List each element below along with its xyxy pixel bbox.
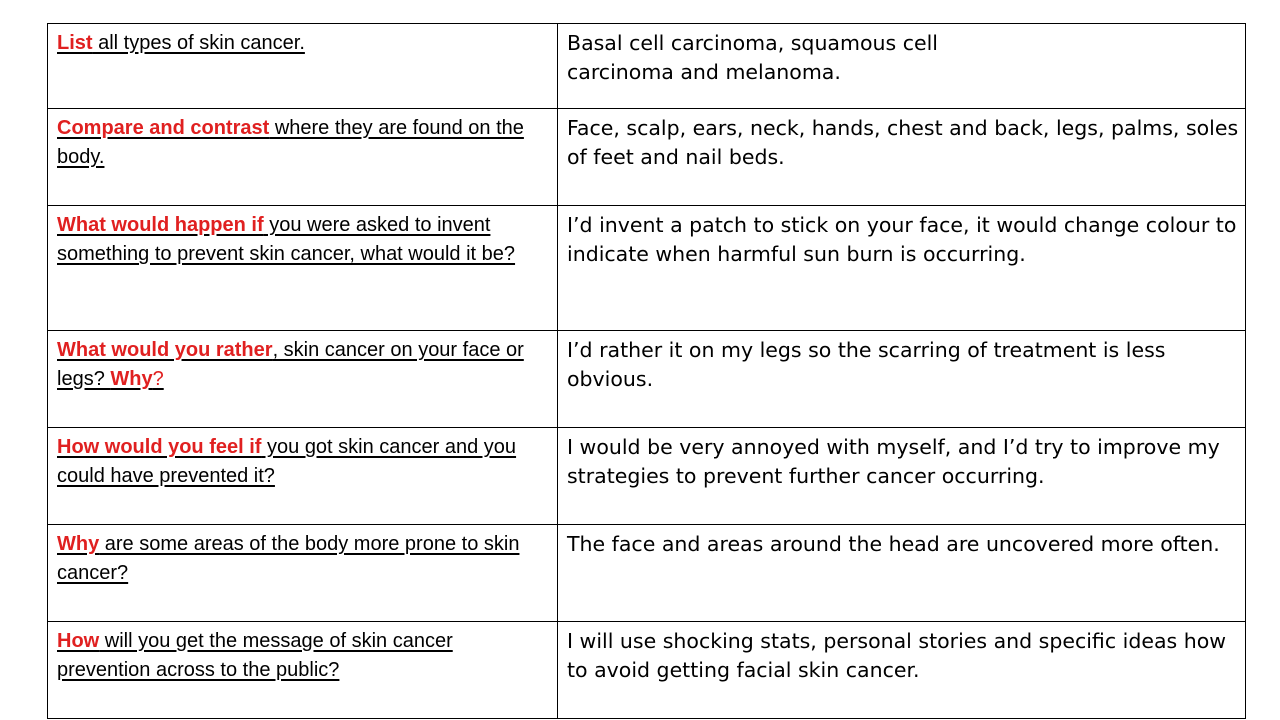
question-keyword: How would you feel if [57, 436, 262, 458]
question-text [48, 109, 557, 172]
question-keyword: Why [57, 533, 100, 555]
question-keyword: How [57, 630, 100, 652]
question-text [48, 331, 557, 394]
question-cell [48, 24, 558, 109]
question-rest: you got skin cancer and you could have prevented it? [57, 436, 517, 487]
answer-text: I’d rather it on my legs so the scarring of treatment is less obvious. [567, 338, 1166, 391]
answer-cell [558, 109, 1246, 206]
question-end: ? [152, 368, 164, 390]
question-cell [48, 109, 558, 206]
question-rest: will you get the message of skin cancer prevention across to the public? [57, 630, 453, 681]
question-cell [48, 428, 558, 525]
question-rest: are some areas of the body more prone to skin cancer? [57, 533, 520, 584]
question-rest: where they are found on the body. [57, 117, 524, 168]
question-text [48, 525, 557, 588]
qa-table [47, 23, 1246, 719]
question-cell [48, 331, 558, 428]
answer-cell [558, 428, 1246, 525]
table-row [48, 428, 1246, 525]
question-cell [48, 525, 558, 622]
question-keyword: List [57, 32, 93, 54]
question-cell [48, 622, 558, 719]
answer-cell [558, 331, 1246, 428]
answer-cell [558, 525, 1246, 622]
table-row [48, 331, 1246, 428]
answer-cell [558, 622, 1246, 719]
answer-text: The face and areas around the head are uncovered more often. [567, 532, 1220, 556]
answer-text: Basal cell carcinoma, squamous cell carcinoma and melanoma. [567, 31, 938, 84]
table-row [48, 24, 1246, 109]
answer-cell [558, 206, 1246, 331]
answer-text: I’d invent a patch to stick on your face, it would change colour to indicate when harmful sun burn is occurring. [567, 213, 1237, 266]
question-keyword: What would you rather [57, 339, 273, 361]
question-rest: , skin cancer on your face or legs? [57, 339, 524, 390]
question-text [48, 24, 557, 58]
question-rest: you were asked to invent something to prevent skin cancer, what would it be? [57, 214, 516, 265]
question-rest: all types of skin cancer. [92, 32, 305, 54]
question-text [48, 428, 557, 491]
question-keyword: Compare and contrast [57, 117, 270, 139]
table-row [48, 206, 1246, 331]
answer-text: I will use shocking stats, personal stories and specific ideas how to avoid getting facial skin cancer. [567, 629, 1227, 682]
answer-text: Face, scalp, ears, neck, hands, chest and back, legs, palms, soles of feet and nail beds. [567, 116, 1239, 169]
table-row [48, 622, 1246, 719]
question-cell [48, 206, 558, 331]
answer-text: I would be very annoyed with myself, and I’d try to improve my strategies to prevent further cancer occurring. [567, 435, 1220, 488]
table-row [48, 109, 1246, 206]
question-keyword: Why [110, 368, 153, 390]
question-text [48, 622, 557, 685]
question-keyword: What would happen if [57, 214, 264, 236]
answer-cell [558, 24, 1246, 109]
question-text [48, 206, 557, 269]
table-row [48, 525, 1246, 622]
